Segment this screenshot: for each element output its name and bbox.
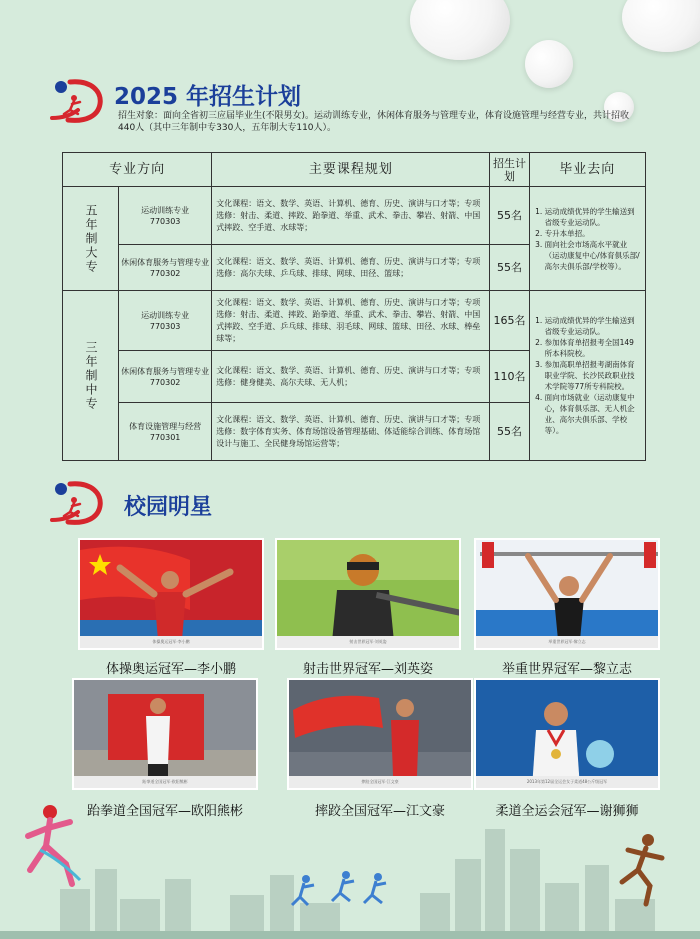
star-caption: 体操奥运冠军—李小鹏 xyxy=(105,662,236,677)
major-cell xyxy=(119,187,212,245)
runner-right-decoration xyxy=(610,830,670,910)
photo-small-caption: 射击世界冠军·刘英姿 xyxy=(277,636,459,648)
star-caption: 柔道全运会冠军—谢狮狮 xyxy=(495,804,639,819)
star-photo-shooting xyxy=(275,538,461,650)
major-cell xyxy=(119,291,212,351)
photo-small-caption: 2013年第12届全运会女子柔道48公斤级冠军 xyxy=(476,776,658,788)
destination-item: 3. 参加高职单招报考湖南体育职业学院、长沙民政职业技术学院等77所专科院校。 xyxy=(545,359,641,392)
plan-count: 110名 xyxy=(490,351,529,403)
plan-count: 55名 xyxy=(490,245,529,291)
athlete-image xyxy=(74,680,258,790)
decor-bubble xyxy=(622,0,700,52)
header-plan: 招生计划 xyxy=(490,153,529,187)
major-cell xyxy=(119,351,212,403)
courses-cell: 文化课程：语文、数学、英语、计算机、德育、历史、演讲与口才等；专项选修：数字体育实务、体育场馆设备管理基础、体适能综合训练、体育场馆设计与施工、全民健身场馆运营等； xyxy=(212,403,490,461)
table-header-row xyxy=(63,153,646,187)
star-caption: 跆拳道全国冠军—欧阳熊彬 xyxy=(86,804,243,819)
photo-small-caption: 跆拳道全国冠军·欧阳熊彬 xyxy=(74,776,256,788)
athlete-image xyxy=(476,540,660,650)
star-photo-weightlifting xyxy=(474,538,660,650)
decor-bubble xyxy=(525,40,573,88)
star-photo-judo xyxy=(474,678,660,790)
plan-intro: 招生对象：面向全省初三应届毕业生(不限男女)。运动训练专业，休闲体育服务与管理专业，体育设施管理与经营专业，共计招收440人（其中三年制中专330人，五年制大专110人）。 xyxy=(118,111,630,133)
school-logo-icon xyxy=(48,78,104,124)
photo-small-caption: 摔跤全国冠军·江文豪 xyxy=(289,776,471,788)
courses-cell: 文化课程：语文、数学、英语、计算机、德育、历史、演讲与口才等；专项选修：射击、柔道、摔跤、跆拳道、举重、武术、拳击、攀岩、射箭、中国式摔跤、空手道、水球等； xyxy=(212,187,490,245)
major-name: 休闲体育服务与管理专业 xyxy=(121,257,210,267)
decor-bubble xyxy=(410,0,510,60)
plan-count: 55名 xyxy=(490,403,529,461)
destination-cell xyxy=(529,187,645,291)
destination-item: 1. 运动成绩优异的学生输送到省级专业运动队。 xyxy=(545,206,641,228)
destination-item: 3. 面向社会市场高水平就业（运动康复中心/体育俱乐部/高尔夫俱乐部/学校等）。 xyxy=(545,239,641,272)
header-courses: 主要课程规划 xyxy=(212,153,490,187)
star-caption: 举重世界冠军—黎立志 xyxy=(501,662,632,677)
table-row xyxy=(63,187,646,245)
header-direction: 专业方向 xyxy=(63,153,212,187)
header-destination: 毕业去向 xyxy=(529,153,645,187)
school-logo-icon xyxy=(48,480,104,526)
major-code: 770302 xyxy=(149,377,181,387)
star-photo-wrestling xyxy=(287,678,473,790)
star-caption: 射击世界冠军—刘英姿 xyxy=(302,662,433,677)
runner-left-decoration xyxy=(20,800,90,890)
major-cell xyxy=(119,245,212,291)
destination-item: 2. 专升本单招。 xyxy=(545,228,641,239)
major-name: 运动训练专业 xyxy=(141,205,190,215)
table-row xyxy=(63,291,646,351)
group-label: 三年制中专 xyxy=(84,340,98,411)
major-code: 770301 xyxy=(149,432,181,442)
destination-item: 4. 面向市场就业（运动康复中心，体育俱乐部、无人机企业、高尔夫俱乐部、学校等）。 xyxy=(545,392,641,436)
star-photo-taekwondo xyxy=(72,678,258,790)
destination-item: 2. 参加体育单招报考全国149所本科院校。 xyxy=(545,337,641,359)
major-name: 体育设施管理与经营 xyxy=(129,421,202,431)
photo-small-caption: 体操奥运冠军·李小鹏 xyxy=(80,636,262,648)
destination-cell xyxy=(529,291,645,461)
major-name: 运动训练专业 xyxy=(141,310,190,320)
major-code: 770303 xyxy=(149,321,181,331)
plan-count: 55名 xyxy=(490,187,529,245)
athlete-image xyxy=(476,680,660,790)
courses-cell: 文化课程：语文、数学、英语、计算机、德育、历史、演讲与口才等；专项选修：射击、柔道、摔跤、跆拳道、举重、武术、拳击、攀岩、射箭、中国式摔跤、空手道、乒乓球、排球、羽毛球、网球、篮球、田径、水球、棒垒球等； xyxy=(212,291,490,351)
major-name: 休闲体育服务与管理专业 xyxy=(121,366,210,376)
enrollment-plan-table xyxy=(62,152,646,461)
courses-cell: 文化课程：语文、数学、英语、计算机、德育、历史、演讲与口才等；专项选修：高尔夫球、乒乓球、排球、网球、田径、篮球； xyxy=(212,245,490,291)
plan-title: 2025 年招生计划 xyxy=(114,84,302,110)
photo-small-caption: 举重世界冠军·黎立志 xyxy=(476,636,658,648)
athlete-image xyxy=(289,680,473,790)
star-photo-gymnastics xyxy=(78,538,264,650)
stars-title: 校园明星 xyxy=(124,495,213,520)
plan-count: 165名 xyxy=(490,291,529,351)
athlete-image xyxy=(80,540,264,650)
city-skyline-decoration xyxy=(0,819,700,939)
destination-item: 1. 运动成绩优异的学生输送到省级专业运动队。 xyxy=(545,315,641,337)
major-cell xyxy=(119,403,212,461)
courses-cell: 文化课程：语文、数学、英语、计算机、德育、历史、演讲与口才等；专项选修：健身健美、高尔夫球、无人机； xyxy=(212,351,490,403)
star-caption: 摔跤全国冠军—江文豪 xyxy=(314,804,445,819)
athlete-image xyxy=(277,540,461,650)
major-code: 770303 xyxy=(149,216,181,226)
major-code: 770302 xyxy=(149,268,181,278)
group-label: 五年制大专 xyxy=(84,203,98,274)
